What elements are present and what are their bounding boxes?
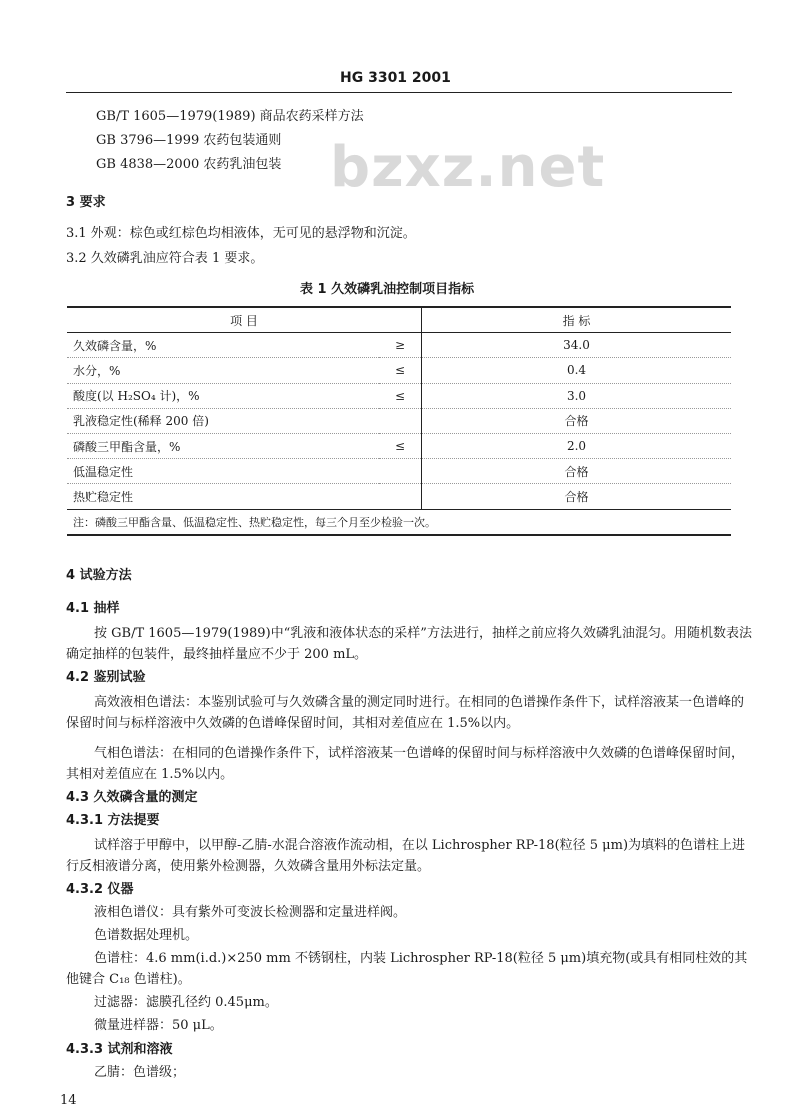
section-4-3-1-title: 4.3.1 方法提要 (66, 813, 160, 828)
section-4-title: 4 试验方法 (66, 568, 132, 583)
section-3-1: 3.1 外观：棕色或红棕色均相液体，无可见的悬浮物和沉淀。 (66, 226, 416, 241)
table-row (67, 358, 731, 383)
header-item: 项 目 (67, 307, 422, 333)
row-item: 水分，% (67, 358, 379, 383)
row-sign (379, 459, 422, 484)
row-item: 磷酸三甲酯含量，% (67, 433, 379, 458)
section-3-2: 3.2 久效磷乳油应符合表 1 要求。 (66, 251, 264, 266)
table-note: 注：磷酸三甲酯含量、低温稳定性、热贮稳定性，每三个月至少检验一次。 (67, 509, 731, 535)
section-4-3-2-line-4: 过滤器：滤膜孔径约 0.45μm。 (94, 995, 278, 1010)
reference-1: GB/T 1605—1979(1989) 商品农药采样方法 (96, 109, 364, 124)
table-row (67, 433, 731, 458)
table-caption: 表 1 久效磷乳油控制项目指标 (300, 282, 475, 297)
header-index: 指 标 (422, 307, 732, 333)
row-sign: ≤ (379, 358, 422, 383)
row-value: 3.0 (422, 383, 732, 408)
row-sign: ≤ (379, 433, 422, 458)
section-4-1-text: 按 GB/T 1605—1979(1989)中“乳液和液体状态的采样”方法进行，抽样之前应将久效磷乳油混匀。用随机数表法确定抽样的包装件，最终抽样量应不少于 200 mL。 (66, 626, 752, 662)
standard-number: HG 3301 2001 (340, 70, 451, 86)
section-4-3-2-line-3: 色谱柱：4.6 mm(i.d.)×250 mm 不锈钢柱，内装 Lichrospher RP-18(粒径 5 μm)填充物(或具有相同柱效的其他键合 C₁₈ 色谱柱)。 (66, 951, 748, 987)
table-row (67, 459, 731, 484)
watermark: bzxz.net (330, 135, 606, 200)
row-value: 合格 (422, 484, 732, 509)
table-note-row (67, 509, 731, 535)
row-value: 2.0 (422, 433, 732, 458)
section-4-3-1-text: 试样溶于甲醇中，以甲醇-乙腈-水混合溶液作流动相，在以 Lichrospher RP-18(粒径 5 μm)为填料的色谱柱上进行反相液谱分离，使用紫外检测器，久效磷含量用外标法定量。 (66, 838, 746, 874)
table-header-row (67, 307, 731, 333)
table-row (67, 484, 731, 509)
row-item: 久效磷含量，% (67, 333, 379, 358)
row-item: 热贮稳定性 (67, 484, 379, 509)
section-4-2-title: 4.2 鉴别试验 (66, 670, 146, 685)
section-3-title: 3 要求 (66, 195, 106, 210)
table-row (67, 333, 731, 358)
row-value: 0.4 (422, 358, 732, 383)
row-value: 34.0 (422, 333, 732, 358)
row-sign: ≤ (379, 383, 422, 408)
spec-table (67, 306, 731, 536)
section-4-3-2-title: 4.3.2 仪器 (66, 882, 134, 897)
section-4-3-title: 4.3 久效磷含量的测定 (66, 790, 198, 805)
section-4-3-2-line-5: 微量进样器：50 μL。 (94, 1018, 223, 1033)
section-4-3-2-line-2: 色谱数据处理机。 (94, 928, 199, 943)
page-number: 14 (60, 1093, 77, 1108)
section-4-2-para-1: 高效液相色谱法：本鉴别试验可与久效磷含量的测定同时进行。在相同的色谱操作条件下，试样溶液某一色谱峰的保留时间与标样溶液中久效磷的色谱峰保留时间，其相对差值应在 1.5%以内。 (66, 695, 745, 731)
reference-2: GB 3796—1999 农药包装通则 (96, 133, 282, 148)
row-item: 乳液稳定性(稀释 200 倍) (67, 408, 379, 433)
row-item: 酸度(以 H₂SO₄ 计)，% (67, 383, 379, 408)
reference-3: GB 4838—2000 农药乳油包装 (96, 157, 282, 172)
section-4-3-2-line-1: 液相色谱仪：具有紫外可变波长检测器和定量进样阀。 (94, 905, 407, 920)
row-item: 低温稳定性 (67, 459, 379, 484)
row-value: 合格 (422, 408, 732, 433)
row-sign (379, 408, 422, 433)
section-4-2-para-2: 气相色谱法：在相同的色谱操作条件下，试样溶液某一色谱峰的保留时间与标样溶液中久效磷的色谱峰保留时间，其相对差值应在 1.5%以内。 (66, 746, 745, 782)
row-sign: ≥ (379, 333, 422, 358)
row-value: 合格 (422, 459, 732, 484)
section-4-3-3-line-1: 乙腈：色谱级； (94, 1065, 186, 1080)
section-4-3-3-title: 4.3.3 试剂和溶液 (66, 1042, 173, 1057)
section-4-1-title: 4.1 抽样 (66, 601, 120, 616)
header-rule (66, 92, 732, 93)
table-row (67, 408, 731, 433)
table-row (67, 383, 731, 408)
row-sign (379, 484, 422, 509)
